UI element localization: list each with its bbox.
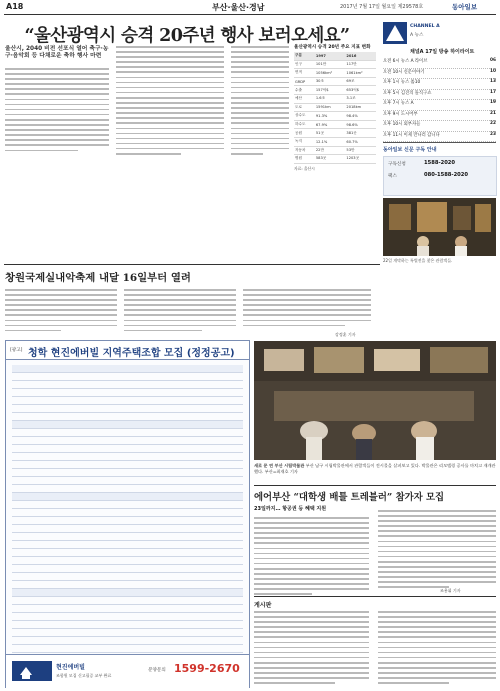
stats-col: 구분 — [294, 52, 315, 60]
phone-label: 구독신청 — [388, 162, 406, 167]
list-item[interactable]: 오후 10시 외부자들 22 — [383, 121, 496, 132]
table-row: 수출 157억$ 653억$ — [294, 86, 376, 95]
subscribe-box — [383, 156, 497, 196]
notice-label: [광고] — [10, 348, 23, 353]
brand-logo — [12, 661, 52, 681]
article-body-col1 — [5, 68, 109, 151]
page-header — [0, 0, 500, 14]
fax-label: 팩스 — [388, 174, 397, 179]
gallery-photo — [383, 198, 496, 256]
photo-caption: 22일 개막하는 특별전을 찾은 관람객들. — [383, 258, 453, 263]
article2-col2 — [124, 289, 236, 331]
museum-photo-icon — [254, 341, 496, 460]
sidebar-divider — [383, 142, 496, 143]
stats-header-row — [294, 52, 376, 60]
channel-logo-icon — [383, 22, 407, 44]
schedule-list — [383, 58, 496, 142]
exhibition-photo-icon — [383, 198, 496, 256]
article3-byline: 조용휘 기자 — [440, 588, 461, 593]
section-rule-2 — [254, 485, 496, 486]
house-icon — [12, 661, 52, 681]
caption-credit: 부산=최재호 기자 — [264, 468, 298, 474]
stats-source: 자료: 울산시 — [294, 165, 315, 171]
right-sidebar — [383, 18, 496, 264]
museum-photo — [254, 341, 496, 460]
caption-text: 부산 남구 시립박물관에서 관람객들이 전시물을 살펴보고 있다. 박물관은 리모델링 공사를 마치고 재개관했다. — [254, 463, 496, 474]
page-number: A18 — [6, 2, 24, 11]
table-row: 상수도 91.3% 98.4% — [294, 112, 376, 121]
table-row: 인구 101만 117만 — [294, 60, 376, 69]
article2-byline: 강정훈 기자 — [335, 332, 356, 337]
table-row: 면적 1056km² 1061km² — [294, 69, 376, 78]
stats-title: 울산광역시 승격 20년 주요 지표 변화 — [294, 45, 371, 50]
bulletin-col2 — [378, 611, 496, 684]
museum-caption — [254, 463, 496, 474]
article3-lead: 23일까지… 항공권 등 혜택 지원 — [254, 506, 327, 512]
table-row: 예산 1.6조 3.1조 — [294, 94, 376, 103]
channel-a-logo — [383, 22, 407, 44]
bulletin-title: 게시판 — [254, 602, 272, 609]
channel-logo-sub: A 뉴스 — [410, 33, 424, 38]
table-row: 녹지 12.1% 60.7% — [294, 137, 376, 146]
stats-col: 2016 — [345, 52, 376, 60]
section-rule-3 — [254, 596, 496, 597]
table-row: 도로 1591km 2018km — [294, 103, 376, 112]
fax-number[interactable]: 080-1588-2020 — [424, 172, 469, 178]
table-row: 공원 51곳 381곳 — [294, 129, 376, 138]
header-rule — [4, 14, 496, 15]
stats-col: 1997 — [315, 52, 346, 60]
section-title: 부산·울산·경남 — [212, 3, 265, 12]
table-row: 하수도 67.9% 98.6% — [294, 120, 376, 129]
article-body-col2 — [116, 46, 224, 155]
article2-col1 — [5, 289, 117, 331]
table-row: GRDP 30조 69조 — [294, 77, 376, 86]
table-row: 병원 583곳 1203곳 — [294, 155, 376, 164]
notice-footer — [6, 654, 249, 688]
notice-phone[interactable]: 1599-2670 — [174, 662, 240, 675]
article2-col3 — [243, 289, 371, 326]
list-item[interactable]: 오후 11시 이제 만나러 갑니다 23 — [383, 132, 496, 143]
article3-col1 — [254, 517, 369, 595]
stats-box — [294, 44, 376, 172]
phone-label: 분양문의 — [148, 668, 166, 673]
notice-title: 청학 현진에버빌 지역주택조합 모집 (정정공고) — [28, 348, 235, 359]
article3-headline: 에어부산 “대학생 배틀 트레블러” 참가자 모집 — [254, 492, 445, 503]
notice-sub: 조합원 모집 신고필증 교부 완료 — [56, 673, 112, 678]
brand-name: 현진에버빌 — [56, 664, 85, 671]
main-headline: “울산광역시 승격 20주년 행사 보러오세요” — [24, 26, 350, 46]
newspaper-name: 동아일보 — [452, 3, 478, 11]
bulletin-col1 — [254, 611, 369, 684]
article2-headline: 창원국제실내악축제 내달 16일부터 열려 — [5, 272, 191, 284]
table-row: 자동차 22만 53만 — [294, 146, 376, 155]
issue-date: 2017년 7월 17일 월요일 제29578호 — [340, 4, 424, 10]
article-lead: 울산시, 2040 비전 선포식 열어 축구·농구·음악회 등 다채로운 축하 행사 마련 — [5, 46, 109, 59]
subscribe-title: 동아일보 신문 구독 안내 — [383, 147, 437, 153]
notice-box — [5, 340, 250, 688]
section-rule — [4, 264, 380, 265]
notice-header — [6, 341, 249, 360]
channel-logo-text: CHANNEL A — [410, 24, 440, 29]
sidebar-title: 채널A 17일 방송 하이라이트 — [410, 49, 475, 55]
list-item[interactable]: 오후 9시 도시어부 21 — [383, 111, 496, 122]
list-item[interactable]: 오전 10시 신문이야기 10 — [383, 69, 496, 80]
list-item[interactable]: 오후 1시 뉴스 톱10 13 — [383, 79, 496, 90]
list-item[interactable]: 오후 7시 뉴스 A 19 — [383, 100, 496, 111]
caption-head: 새로 문 연 부산 시립박물관 — [254, 463, 305, 468]
list-item[interactable]: 오전 6시 뉴스 A 라이브 06 — [383, 58, 496, 69]
list-item[interactable]: 오후 5시 김진의 돌직구쇼 17 — [383, 90, 496, 101]
stats-table — [294, 52, 376, 164]
article3-col2 — [378, 510, 496, 588]
phone-number[interactable]: 1588-2020 — [424, 160, 456, 166]
notice-grid — [12, 365, 243, 669]
article-body-col3 — [231, 46, 289, 155]
